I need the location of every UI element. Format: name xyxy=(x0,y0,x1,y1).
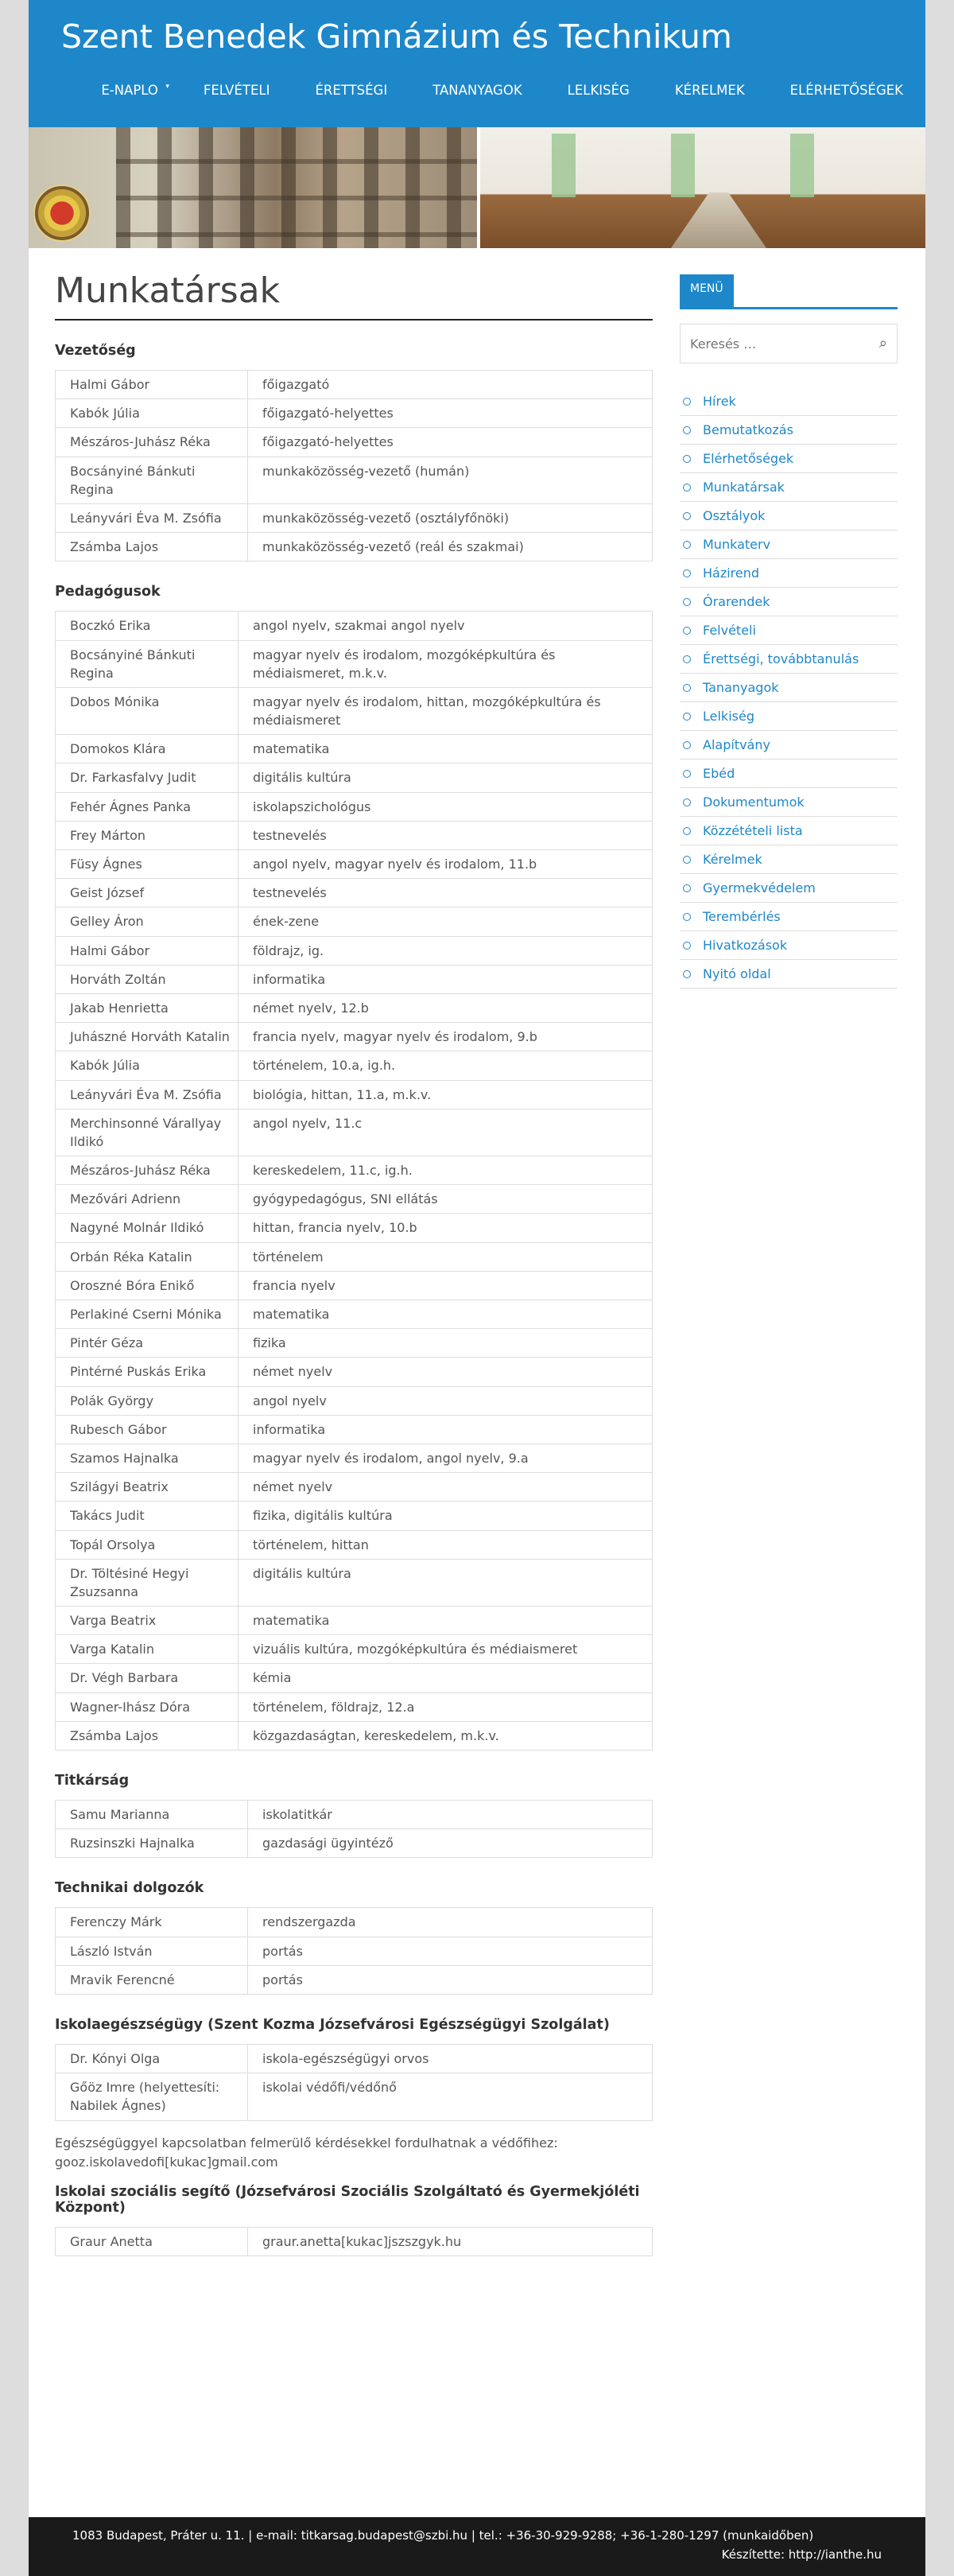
section-title-technikai: Technikai dolgozók xyxy=(55,1880,204,1897)
staff-name: Jakab Henrietta xyxy=(56,993,238,1022)
staff-name: Leányvári Éva M. Zsófia xyxy=(56,1080,238,1109)
table-row xyxy=(56,1721,653,1750)
staff-role: magyar nyelv és irodalom, angol nyelv, 9.a xyxy=(238,1443,653,1472)
staff-name: Boczkó Erika xyxy=(56,612,238,640)
staff-name: Varga Katalin xyxy=(56,1635,238,1664)
table-row xyxy=(56,1801,653,1829)
header-banner xyxy=(29,127,925,248)
staff-role: vizuális kultúra, mozgóképkultúra és médiaismeret xyxy=(238,1635,653,1664)
staff-role: matematika xyxy=(238,1607,653,1635)
table-row xyxy=(56,1300,653,1329)
table-row xyxy=(56,1415,653,1443)
table-row xyxy=(56,993,653,1022)
table-row xyxy=(56,428,653,457)
staff-name: Mészáros-Juhász Réka xyxy=(56,1156,238,1185)
table-row xyxy=(56,1214,653,1242)
staff-name: László István xyxy=(56,1937,248,1965)
staff-role: matematika xyxy=(238,735,653,763)
table-row xyxy=(56,1051,653,1080)
table-row xyxy=(56,792,653,821)
staff-name: Perlakiné Cserni Mónika xyxy=(56,1300,238,1329)
search-box xyxy=(680,324,898,363)
staff-name: Oroszné Bóra Enikő xyxy=(56,1271,238,1300)
site-footer xyxy=(29,2517,925,2576)
table-row xyxy=(56,1358,653,1386)
sidebar-menu-item[interactable]: Tananyagok xyxy=(680,674,898,702)
staff-role: biológia, hittan, 11.a, m.k.v. xyxy=(238,1080,653,1109)
staff-role: történelem, hittan xyxy=(238,1530,653,1559)
table-row xyxy=(56,1443,653,1472)
staff-role: digitális kultúra xyxy=(238,1559,653,1606)
table-row xyxy=(56,1937,653,1965)
staff-name: Varga Beatrix xyxy=(56,1607,238,1635)
table-row xyxy=(56,2044,653,2073)
sidebar-menu xyxy=(680,387,898,989)
table-row xyxy=(56,936,653,965)
table-row xyxy=(56,1080,653,1109)
table-row xyxy=(56,763,653,792)
section-title-szocialis: Iskolai szociális segítő (Józsefvárosi Szociális Szolgáltató és Gyermekjóléti Központ) xyxy=(55,2184,640,2217)
staff-name: Dr. Végh Barbara xyxy=(56,1664,238,1692)
table-row xyxy=(56,687,653,734)
sidebar-menu-item[interactable]: Hírek xyxy=(680,387,898,416)
staff-role: digitális kultúra xyxy=(238,763,653,792)
staff-name: Domokos Klára xyxy=(56,735,238,763)
staff-name: Szilágyi Beatrix xyxy=(56,1473,238,1502)
staff-name: Horváth Zoltán xyxy=(56,965,238,993)
section-title-titkarsag: Titkárság xyxy=(55,1773,130,1789)
staff-name: Bocsányiné Bánkuti Regina xyxy=(56,640,238,687)
nav-item-tananyagok[interactable] xyxy=(409,78,544,103)
table-row xyxy=(56,1664,653,1692)
staff-table-szocialis xyxy=(55,2227,653,2256)
staff-role: német nyelv xyxy=(238,1358,653,1386)
table-row xyxy=(56,457,653,503)
staff-name: Szamos Hajnalka xyxy=(56,1443,238,1472)
nav-item-label: E-NAPLO xyxy=(101,83,158,98)
staff-role: angol nyelv xyxy=(238,1386,653,1415)
staff-role: gazdasági ügyintéző xyxy=(248,1829,653,1858)
table-row xyxy=(56,1329,653,1358)
table-row xyxy=(56,1965,653,1994)
table-row xyxy=(56,965,653,993)
sidebar-menu-item[interactable]: Lelkiség xyxy=(680,702,898,731)
staff-role: munkaközösség-vezető (humán) xyxy=(248,457,653,503)
banner-building-image xyxy=(29,127,477,248)
staff-role: graur.anetta[kukac]jszszgyk.hu xyxy=(248,2228,653,2256)
staff-role: testnevelés xyxy=(238,821,653,849)
sidebar-menu-item[interactable]: Ebéd xyxy=(680,760,898,788)
page-title: Munkatársak xyxy=(55,270,653,321)
staff-name: Rubesch Gábor xyxy=(56,1415,238,1443)
staff-name: Topál Orsolya xyxy=(56,1530,238,1559)
staff-name: Füsy Ágnes xyxy=(56,850,238,879)
table-row xyxy=(56,907,653,936)
staff-name: Ruzsinszki Hajnalka xyxy=(56,1829,248,1858)
table-row xyxy=(56,1530,653,1559)
staff-role: matematika xyxy=(238,1300,653,1329)
table-row xyxy=(56,612,653,640)
staff-name: Halmi Gábor xyxy=(56,371,248,399)
staff-name: Ferenczy Márk xyxy=(56,1908,248,1937)
staff-role: iskola-egészségügyi orvos xyxy=(248,2044,653,2073)
sidebar-menu-item[interactable]: Munkatársak xyxy=(680,473,898,502)
nav-item-label: FELVÉTELI xyxy=(203,83,270,98)
table-row xyxy=(56,1109,653,1156)
table-row xyxy=(56,640,653,687)
staff-name: Frey Márton xyxy=(56,821,238,849)
staff-role: munkaközösség-vezető (osztályfőnöki) xyxy=(248,503,653,532)
staff-role: rendszergazda xyxy=(248,1908,653,1937)
staff-role: kereskedelem, 11.c, ig.h. xyxy=(238,1156,653,1185)
health-notice: Egészségüggyel kapcsolatban felmerülő kérdésekkel fordulhatnak a védőfihez: gooz.iskolavedofi[kukac]gmail.com xyxy=(55,2135,558,2170)
sidebar-menu-item[interactable]: Érettségi, továbbtanulás xyxy=(680,645,898,674)
staff-name: Juhászné Horváth Katalin xyxy=(56,1023,238,1051)
table-row xyxy=(56,1829,653,1858)
footer-contact: 1083 Budapest, Práter u. 11. | e-mail: titkarsag.budapest@szbi.hu | tel.: +36-30-929-9288; +36-1-280-1297 (munkaidőben) xyxy=(72,2528,814,2543)
sidebar-menu-item[interactable]: Órarendek xyxy=(680,588,898,616)
sidebar-menu-item[interactable]: Gyermekvédelem xyxy=(680,874,898,903)
nav-item-label: KÉRELMEK xyxy=(674,83,745,98)
staff-name: Mezővári Adrienn xyxy=(56,1185,238,1214)
main-content xyxy=(55,270,653,2256)
staff-role: francia nyelv xyxy=(238,1271,653,1300)
nav-item-erettsegi[interactable] xyxy=(292,78,409,103)
staff-name: Mravik Ferencné xyxy=(56,1965,248,1994)
chevron-down-icon: ▾ xyxy=(165,83,169,91)
staff-role: kémia xyxy=(238,1664,653,1692)
staff-name: Gőöz Imre (helyettesíti: Nabilek Ágnes) xyxy=(56,2073,248,2120)
staff-name: Merchinsonné Várallyay Ildikó xyxy=(56,1109,238,1156)
staff-role: földrajz, ig. xyxy=(238,936,653,965)
staff-name: Zsámba Lajos xyxy=(56,1721,238,1750)
staff-role: testnevelés xyxy=(238,879,653,907)
nav-item-label: TANANYAGOK xyxy=(432,83,522,98)
banner-corridor-image xyxy=(480,127,925,248)
staff-name: Pintér Géza xyxy=(56,1329,238,1358)
staff-role: informatika xyxy=(238,1415,653,1443)
table-row xyxy=(56,1635,653,1664)
staff-table-pedagogusok xyxy=(55,611,653,1750)
staff-name: Dobos Mónika xyxy=(56,687,238,734)
table-row xyxy=(56,1692,653,1721)
page xyxy=(29,0,925,2576)
search-icon[interactable]: ⌕ xyxy=(878,335,887,352)
table-row xyxy=(56,1271,653,1300)
staff-role: angol nyelv, magyar nyelv és irodalom, 11.b xyxy=(238,850,653,879)
staff-table-technikai xyxy=(55,1907,653,1995)
section-title-pedagogusok: Pedagógusok xyxy=(55,584,161,600)
sidebar xyxy=(680,274,898,989)
staff-role: német nyelv xyxy=(238,1473,653,1502)
table-row xyxy=(56,371,653,399)
nav-item-kerelmek[interactable] xyxy=(652,78,767,103)
main-nav xyxy=(78,78,925,103)
section-title-egeszsegugy: Iskolaegészségügy (Szent Kozma Józsefvárosi Egészségügyi Szolgálat) xyxy=(55,2016,610,2033)
staff-role: főigazgató-helyettes xyxy=(248,399,653,428)
sidebar-menu-item[interactable]: Közzétételi lista xyxy=(680,817,898,845)
table-row xyxy=(56,1473,653,1502)
staff-role: informatika xyxy=(238,965,653,993)
sidebar-menu-item[interactable]: Terembérlés xyxy=(680,903,898,931)
sidebar-menu-item[interactable]: Hivatkozások xyxy=(680,931,898,960)
nav-item-label: ÉRETTSÉGI xyxy=(315,83,388,98)
staff-role: gyógypedagógus, SNI ellátás xyxy=(238,1185,653,1214)
staff-role: magyar nyelv és irodalom, mozgóképkultúra és médiaismeret, m.k.v. xyxy=(238,640,653,687)
school-crest-logo xyxy=(33,185,91,242)
staff-role: hittan, francia nyelv, 10.b xyxy=(238,1214,653,1242)
staff-role: iskolai védőfi/védőnő xyxy=(248,2073,653,2120)
table-row xyxy=(56,850,653,879)
nav-item-lelkiseg[interactable] xyxy=(545,78,652,103)
staff-name: Gelley Áron xyxy=(56,907,238,936)
staff-name: Orbán Réka Katalin xyxy=(56,1242,238,1271)
table-row xyxy=(56,1185,653,1214)
staff-table-vezetoseg xyxy=(55,370,653,561)
sidebar-menu-item[interactable]: Elérhetőségek xyxy=(680,445,898,473)
corridor-windows xyxy=(496,134,909,197)
table-row xyxy=(56,1607,653,1635)
staff-role: angol nyelv, 11.c xyxy=(238,1109,653,1156)
sidebar-menu-item[interactable]: Osztályok xyxy=(680,502,898,530)
staff-role: főigazgató xyxy=(248,371,653,399)
nav-item-label: ELÉRHETŐSÉGEK xyxy=(789,83,903,98)
site-header xyxy=(29,0,925,127)
staff-name: Leányvári Éva M. Zsófia xyxy=(56,503,248,532)
table-row xyxy=(56,735,653,763)
staff-role: iskolatitkár xyxy=(248,1801,653,1829)
menu-widget-title: MENÜ xyxy=(680,274,734,307)
sidebar-menu-item[interactable]: Bemutatkozás xyxy=(680,416,898,445)
staff-name: Halmi Gábor xyxy=(56,936,238,965)
sidebar-menu-item[interactable]: Felvételi xyxy=(680,616,898,645)
nav-item-elerhetosegek[interactable] xyxy=(767,78,925,103)
staff-name: Samu Marianna xyxy=(56,1801,248,1829)
table-row xyxy=(56,2073,653,2120)
staff-role: ének-zene xyxy=(238,907,653,936)
menu-widget-header xyxy=(680,274,898,309)
nav-item-e-naplo[interactable] xyxy=(78,78,180,103)
building-facade xyxy=(116,127,477,248)
corridor-floor xyxy=(671,192,766,248)
nav-item-label: LELKISÉG xyxy=(567,83,630,98)
table-row xyxy=(56,879,653,907)
table-row xyxy=(56,1386,653,1415)
footer-credit[interactable]: Készítette: http://ianthe.hu xyxy=(721,2547,882,2562)
search-input[interactable] xyxy=(681,324,897,363)
staff-role: portás xyxy=(248,1937,653,1965)
nav-item-felveteli[interactable] xyxy=(180,78,293,103)
staff-role: magyar nyelv és irodalom, hittan, mozgóképkultúra és médiaismeret xyxy=(238,687,653,734)
table-row xyxy=(56,821,653,849)
staff-name: Takács Judit xyxy=(56,1502,238,1530)
table-row xyxy=(56,533,653,561)
sidebar-menu-item[interactable]: Kérelmek xyxy=(680,845,898,874)
staff-name: Mészáros-Juhász Réka xyxy=(56,428,248,457)
staff-role: iskolapszichológus xyxy=(238,792,653,821)
table-row xyxy=(56,503,653,532)
sidebar-menu-item[interactable]: Dokumentumok xyxy=(680,788,898,817)
sidebar-menu-item[interactable]: Alapítvány xyxy=(680,731,898,760)
table-row xyxy=(56,1242,653,1271)
staff-role: történelem, földrajz, 12.a xyxy=(238,1692,653,1721)
staff-name: Zsámba Lajos xyxy=(56,533,248,561)
staff-name: Nagyné Molnár Ildikó xyxy=(56,1214,238,1242)
staff-role: munkaközösség-vezető (reál és szakmai) xyxy=(248,533,653,561)
staff-role: portás xyxy=(248,1965,653,1994)
staff-name: Graur Anetta xyxy=(56,2228,248,2256)
table-row xyxy=(56,1023,653,1051)
staff-name: Kabók Júlia xyxy=(56,1051,238,1080)
staff-name: Pintérné Puskás Erika xyxy=(56,1358,238,1386)
table-row xyxy=(56,399,653,428)
staff-name: Dr. Kónyi Olga xyxy=(56,2044,248,2073)
staff-role: történelem xyxy=(238,1242,653,1271)
staff-role: fizika xyxy=(238,1329,653,1358)
staff-name: Bocsányiné Bánkuti Regina xyxy=(56,457,248,503)
staff-role: történelem, 10.a, ig.h. xyxy=(238,1051,653,1080)
staff-role: közgazdaságtan, kereskedelem, m.k.v. xyxy=(238,1721,653,1750)
staff-name: Kabók Júlia xyxy=(56,399,248,428)
table-row xyxy=(56,1502,653,1530)
site-title[interactable]: Szent Benedek Gimnázium és Technikum xyxy=(61,17,732,56)
staff-name: Dr. Farkasfalvy Judit xyxy=(56,763,238,792)
staff-name: Geist József xyxy=(56,879,238,907)
staff-role: főigazgató-helyettes xyxy=(248,428,653,457)
staff-role: francia nyelv, magyar nyelv és irodalom, 9.b xyxy=(238,1023,653,1051)
table-row xyxy=(56,1908,653,1937)
table-row xyxy=(56,1156,653,1185)
staff-role: német nyelv, 12.b xyxy=(238,993,653,1022)
staff-role: fizika, digitális kultúra xyxy=(238,1502,653,1530)
staff-name: Dr. Töltésiné Hegyi Zsuzsanna xyxy=(56,1559,238,1606)
table-row xyxy=(56,1559,653,1606)
staff-role: angol nyelv, szakmai angol nyelv xyxy=(238,612,653,640)
staff-name: Polák György xyxy=(56,1386,238,1415)
staff-table-egeszsegugy xyxy=(55,2044,653,2121)
table-row xyxy=(56,2228,653,2256)
staff-name: Wagner-Ihász Dóra xyxy=(56,1692,238,1721)
staff-name: Fehér Ágnes Panka xyxy=(56,792,238,821)
section-title-vezetoseg: Vezetőség xyxy=(55,343,136,359)
sidebar-menu-item[interactable]: Nyitó oldal xyxy=(680,960,898,989)
sidebar-menu-item[interactable]: Munkaterv xyxy=(680,530,898,559)
sidebar-menu-item[interactable]: Házirend xyxy=(680,559,898,588)
staff-table-titkarsag xyxy=(55,1800,653,1858)
